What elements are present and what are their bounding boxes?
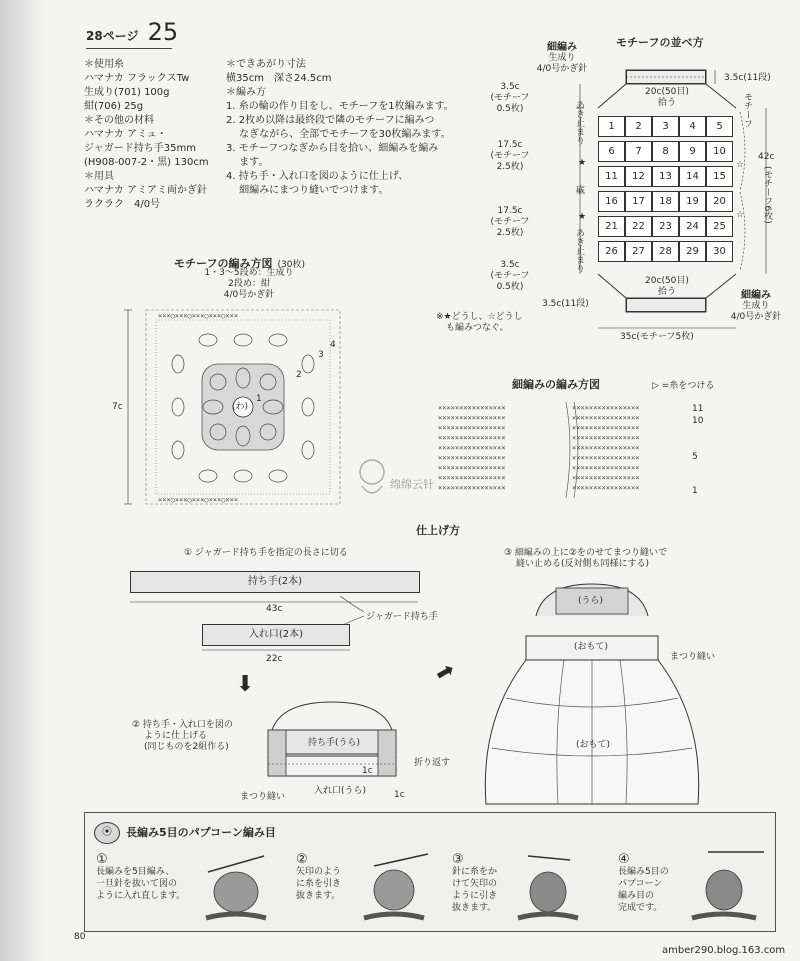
grid-cell: 8 — [652, 141, 679, 162]
page-label: 28ページ — [86, 29, 139, 43]
method-step: 1. 糸の輪の作り目をし、モチーフを1枚編みます。 — [226, 101, 454, 112]
yarn-color1: 生成り(701) 100g — [84, 87, 170, 98]
left-dim-b — [486, 140, 534, 173]
pattern-number: 25 — [147, 18, 179, 46]
sc-top-hook: 4/0号かぎ針 — [536, 64, 588, 74]
attach-yarn-icon: ▷ — [652, 381, 659, 391]
method-step: 3. モチーフつなぎから目を拾い、細編みを編み — [226, 143, 439, 154]
top-right-dim: 3.5c(11段) — [724, 73, 771, 83]
size-dims: 横35cm 深さ24.5cm — [226, 73, 332, 84]
s3-l4: 抜きます。 — [452, 903, 497, 913]
motif-center-mark: (わ) — [232, 402, 249, 412]
popcorn-illustration-2 — [356, 846, 436, 924]
grid-cell: 29 — [679, 241, 706, 262]
svg-text:××××××××××××××××: ×××××××××××××××× — [438, 464, 506, 472]
s4-l3: 編み目の — [618, 891, 655, 901]
step2-l2: ように仕上げる — [144, 731, 208, 741]
grid-cell: 26 — [598, 241, 625, 262]
left-dim-c — [486, 206, 534, 239]
sc-chart-title: 細編みの編み方図 — [512, 378, 600, 391]
left-b2: (モチーフ — [490, 151, 530, 161]
popcorn-title: 長編み5目のパプコーン編み目 — [126, 826, 276, 839]
svg-text:××××××××××××××××: ×××××××××××××××× — [572, 424, 640, 432]
bottom-left-dim: 3.5c(11段) — [542, 299, 589, 309]
motif-row-label: 3 — [318, 350, 324, 360]
handle-dim: 43c — [266, 604, 283, 614]
watermark: 绵绵云针 — [390, 478, 434, 491]
sc-row-label: 11 — [692, 404, 704, 414]
bottom-label: 底 — [576, 186, 586, 196]
grid-cell: 3 — [652, 116, 679, 137]
yarn-brand: ハマナカ フラックスTw — [84, 73, 190, 84]
opening-back-label: 入れ口(うら) — [314, 786, 367, 796]
legend3: 4/0号かぎ針 — [223, 290, 275, 300]
footer-blog: amber290.blog.163.com — [662, 945, 786, 956]
other-item: ジャガード持ち手35mm — [84, 143, 197, 154]
step2-l1: ② 持ち手・入れ口を図の — [132, 720, 233, 730]
bag-back-label: (うら) — [578, 596, 604, 606]
grid-cell: 19 — [679, 191, 706, 212]
top-pick: 20c(50目) — [645, 87, 689, 97]
bag-front2-label: (おもて) — [576, 740, 611, 750]
bag-diagram — [476, 576, 706, 810]
left-b1: 17.5c — [497, 140, 523, 150]
join-note — [436, 312, 523, 334]
opening-dim: 22c — [266, 654, 283, 664]
svg-text:××××××××××××××××: ×××××××××××××××× — [438, 424, 506, 432]
step3-l1: ③ 細編みの上に②をのせてまつり縫いで — [504, 548, 667, 558]
bottom-sc-strip — [626, 298, 706, 312]
svg-text:××××××××××××××××: ×××××××××××××××× — [438, 444, 506, 452]
jacquard-label: ジャガード持ち手 — [366, 612, 438, 622]
grid-cell: 28 — [652, 241, 679, 262]
finishing-step1: ① ジャガード持ち手を指定の長さに切る — [184, 548, 348, 558]
grid-cell: 20 — [706, 191, 733, 212]
note1: ※★どうし、☆どうし — [436, 312, 523, 322]
left-d1: 3.5c — [500, 260, 520, 270]
sc-stitch-chart — [434, 398, 714, 502]
other-brand: ハマナカ アミュ・ — [84, 129, 167, 140]
s3-num: ③ — [452, 852, 464, 867]
method-step: 4. 持ち手・入れ口を図のように仕上げ、 — [226, 171, 409, 182]
sc-row-label: 1 — [692, 486, 698, 496]
right-dim2: (モチーフ6枚) — [762, 166, 772, 224]
sc-row-label: 10 — [692, 416, 704, 426]
sc-bottom-color: 生成り — [742, 301, 770, 311]
s4-l2: パプコーン — [618, 879, 663, 889]
motif-row-label: 1 — [256, 394, 262, 404]
s3-l3: ように引き — [452, 891, 498, 901]
layout-title: モチーフの並べ方 — [616, 36, 704, 49]
left-a1: 3.5c — [500, 82, 520, 92]
sc-chart-legend — [652, 381, 714, 392]
svg-text:×××○×××○×××○×××○×××: ×××○×××○×××○×××○××× — [158, 496, 239, 504]
grid-cell: 27 — [625, 241, 652, 262]
svg-text:××××××××××××××××: ×××××××××××××××× — [572, 474, 640, 482]
grid-cell: 1 — [598, 116, 625, 137]
right-dim: 42c — [758, 152, 775, 162]
left-c3: 2.5枚) — [496, 228, 524, 238]
grid-cell: 7 — [625, 141, 652, 162]
grid-cell: 4 — [679, 116, 706, 137]
grid-cell: 6 — [598, 141, 625, 162]
popcorn-illustration-3 — [508, 846, 588, 924]
s2-num: ② — [296, 852, 308, 867]
opening-label: 入れ口(2本) — [248, 629, 304, 640]
grid-cell: 17 — [625, 191, 652, 212]
svg-text:×××○×××○×××○×××○×××: ×××○×××○×××○×××○××× — [158, 312, 239, 320]
s4-num: ④ — [618, 852, 630, 867]
sc-bottom-title: 細編み — [741, 290, 771, 301]
left-a2: (モチーフ — [490, 93, 530, 103]
grid-cell: 21 — [598, 216, 625, 237]
svg-text:××××××××××××××××: ×××××××××××××××× — [572, 464, 640, 472]
star-marker-top: ★ — [578, 158, 587, 168]
motif-legend — [196, 268, 302, 301]
svg-text:××××××××××××××××: ×××××××××××××××× — [438, 414, 506, 422]
page-number: 80 — [74, 932, 86, 942]
opening-bottom-label: あき止まり — [574, 228, 584, 273]
left-dim-d — [486, 260, 534, 293]
svg-text:××××××××××××××××: ×××××××××××××××× — [572, 414, 640, 422]
s3-l2: けて矢印の — [452, 879, 498, 889]
motif-row-label: 2 — [296, 370, 302, 380]
grid-cell: 10 — [706, 141, 733, 162]
s2-l1: 矢印のよう — [296, 867, 342, 877]
popcorn-step2 — [296, 854, 341, 902]
step3-l2: 縫い止める(反対側も同様にする) — [516, 559, 650, 569]
grid-cell: 25 — [706, 216, 733, 237]
watermark-logo — [354, 456, 390, 502]
motif-title: モチーフの編み方図 — [174, 257, 273, 270]
svg-text:××××××××××××××××: ×××××××××××××××× — [438, 474, 506, 482]
svg-text:××××××××××××××××: ×××××××××××××××× — [438, 404, 506, 412]
grid-cell: 23 — [652, 216, 679, 237]
s3-l1: 針に糸をか — [452, 867, 498, 877]
grid-cell: 18 — [652, 191, 679, 212]
white-star-bottom: ☆ — [736, 210, 745, 220]
handle-strip — [130, 571, 420, 593]
sc-bottom-hook: 4/0号かぎ針 — [730, 312, 782, 322]
popcorn-step3 — [452, 854, 497, 914]
top-pick2: 拾う — [657, 98, 676, 108]
svg-text:××××××××××××××××: ×××××××××××××××× — [572, 444, 640, 452]
yarn-heading: ＊使用糸 — [84, 59, 124, 70]
popcorn-illustration-1 — [196, 846, 276, 924]
opening-top-label: あき止まり — [574, 100, 584, 145]
step2-text — [132, 720, 233, 753]
other-code: (H908-007-2・黒) 130cm — [84, 157, 209, 168]
finishing-title: 仕上げ方 — [416, 524, 460, 537]
grid-cell: 30 — [706, 241, 733, 262]
grid-cell: 12 — [625, 166, 652, 187]
sc-row-label: 5 — [692, 452, 698, 462]
svg-text:××××××××××××××××: ×××××××××××××××× — [572, 404, 640, 412]
tool-heading: ＊用具 — [84, 171, 114, 182]
grid-cell: 2 — [625, 116, 652, 137]
arrow-down-icon: ⬇ — [236, 672, 255, 697]
s1-num: ① — [96, 852, 108, 867]
grid-cell: 9 — [679, 141, 706, 162]
page-header — [86, 18, 178, 46]
s1-l1: 長編みを5目編み、 — [96, 867, 175, 877]
bottom-pick2: 拾う — [657, 287, 676, 297]
step3-text — [504, 548, 667, 570]
method-step: 2. 2枚め以降は最終段で隣のモチーフに編みつ — [226, 115, 435, 126]
grid-cell: 15 — [706, 166, 733, 187]
grid-cell: 16 — [598, 191, 625, 212]
s4-l4: 完成です。 — [618, 903, 663, 913]
s1-l3: ように入れ直します。 — [96, 891, 186, 901]
fold-label: 折り返す — [414, 758, 451, 768]
svg-text:××××××××××××××××: ×××××××××××××××× — [438, 454, 506, 462]
bag-whip-label: まつり縫い — [670, 652, 716, 662]
method-step: なぎながら、全部でモチーフを30枚編みます。 — [226, 129, 451, 140]
opening-strip — [202, 624, 350, 646]
popcorn-step4 — [618, 854, 669, 914]
whip-label: まつり縫い — [240, 792, 286, 802]
left-c2: (モチーフ — [490, 217, 530, 227]
yarn-color2: 紺(706) 25g — [84, 101, 144, 112]
left-dim-a — [486, 82, 534, 115]
popcorn-step1 — [96, 854, 185, 902]
sc-top-color: 生成り — [548, 53, 576, 63]
svg-text:××××××××××××××××: ×××××××××××××××× — [438, 434, 506, 442]
motif-grid — [598, 108, 733, 272]
note2: も編みつなぐ。 — [446, 323, 509, 333]
s2-l3: 抜きます。 — [296, 891, 341, 901]
left-a3: 0.5枚) — [496, 104, 524, 114]
bottom-pick: 20c(50目) — [645, 276, 689, 286]
popcorn-illustration-4 — [684, 846, 768, 924]
method-block — [226, 58, 454, 198]
header-rule — [86, 48, 172, 49]
bag-front1-label: (おもて) — [574, 642, 609, 652]
s2-l2: に糸を引き — [296, 879, 342, 889]
page-gutter — [0, 0, 48, 961]
grid-cell: 14 — [679, 166, 706, 187]
legend1: 1・3〜5段め：生成り — [204, 268, 294, 278]
grid-cell: 13 — [652, 166, 679, 187]
s4-l1: 長編み5目の — [618, 867, 669, 877]
method-step: 細編みにまつり縫いでつけます。 — [226, 185, 389, 196]
svg-text:××××××××××××××××: ×××××××××××××××× — [572, 454, 640, 462]
dim-1c-a: 1c — [362, 766, 373, 776]
legend2: 2段め：紺 — [228, 279, 270, 289]
svg-text:××××××××××××××××: ×××××××××××××××× — [438, 484, 506, 492]
left-d3: 0.5枚) — [496, 282, 524, 292]
sc-top-title: 細編み — [547, 42, 577, 53]
star-marker-bottom: ★ — [578, 212, 587, 222]
materials-block — [84, 58, 209, 212]
svg-text:××××××××××××××××: ×××××××××××××××× — [572, 434, 640, 442]
tool-item: ハマナカ アミアミ両かぎ針 — [84, 185, 207, 196]
tool-size: ラクラク 4/0号 — [84, 199, 161, 210]
sc-bottom-label — [724, 290, 788, 323]
handle-back-label: 持ち手(うら) — [308, 738, 361, 748]
grid-cell: 11 — [598, 166, 625, 187]
white-star-top: ☆ — [736, 160, 745, 170]
arrow-right-icon: ➡ — [430, 657, 460, 688]
bottom-pick-dim — [632, 276, 702, 298]
popcorn-stitch-icon: ⦿ — [94, 822, 120, 844]
s1-l2: 一旦針を抜いて図の — [96, 879, 178, 889]
motif-side-label: モチーフ — [742, 92, 752, 128]
method-heading: ＊編み方 — [226, 87, 266, 98]
motif-count: (30枚) — [277, 260, 306, 270]
step2-l3: (同じものを2組作る) — [144, 742, 229, 752]
grid-cell: 5 — [706, 116, 733, 137]
size-heading: ＊できあがり寸法 — [226, 59, 306, 70]
left-d2: (モチーフ — [490, 271, 530, 281]
dim-1c-b: 1c — [394, 790, 405, 800]
handle-label: 持ち手(2本) — [247, 576, 303, 587]
grid-cell: 24 — [679, 216, 706, 237]
width-dim: 35c(モチーフ5枚) — [620, 332, 694, 342]
motif-row-label: 4 — [330, 340, 336, 350]
motif-side-dim: 7c — [112, 402, 123, 412]
left-b3: 2.5枚) — [496, 162, 524, 172]
left-c1: 17.5c — [497, 206, 523, 216]
svg-text:××××××××××××××××: ×××××××××××××××× — [572, 484, 640, 492]
other-heading: ＊その他の材料 — [84, 115, 154, 126]
sc-legend-text: =糸をつける — [661, 381, 715, 391]
grid-cell: 22 — [625, 216, 652, 237]
method-step: ます。 — [226, 157, 269, 168]
